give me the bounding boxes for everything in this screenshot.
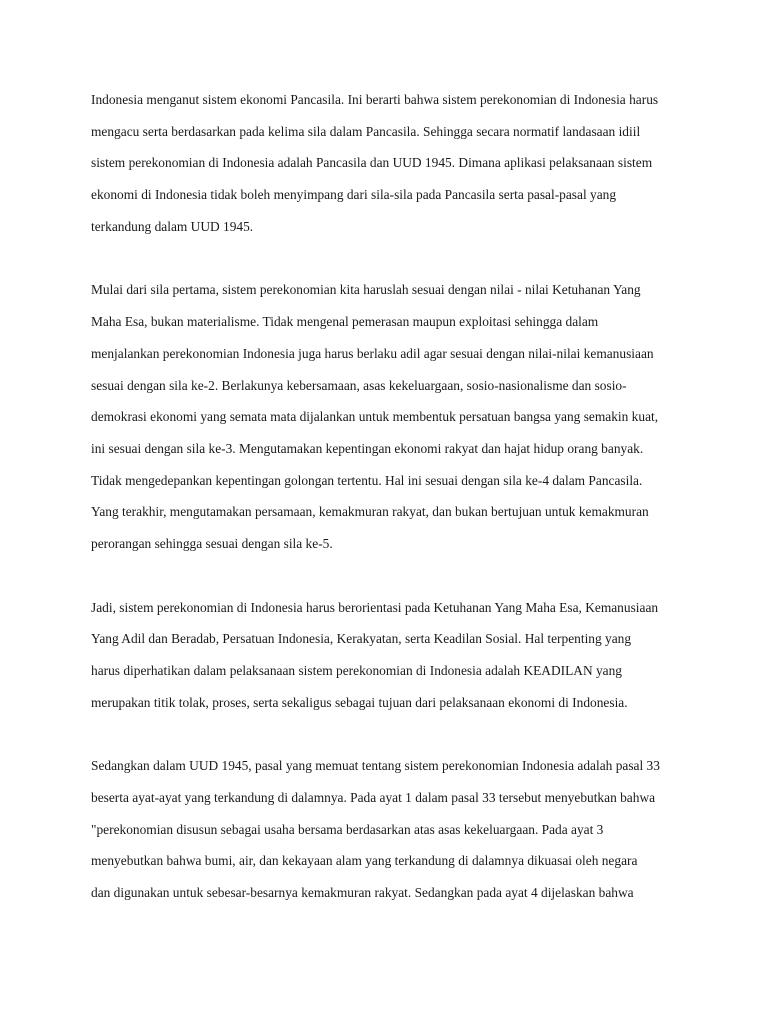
text-line: perorangan sehingga sesuai dengan sila ke-5. — [91, 535, 333, 551]
paragraph-1 — [91, 84, 691, 242]
text-line: menyebutkan bahwa bumi, air, dan kekayaan alam yang terkandung di dalamnya dikuasai oleh negara — [91, 853, 638, 869]
text-line: ini sesuai dengan sila ke-3. Mengutamakan kepentingan ekonomi rakyat dan hajat hidup orang banyak. — [91, 440, 644, 456]
text-line: dan digunakan untuk sebesar-besarnya kemakmuran rakyat. Sedangkan pada ayat 4 dijelaskan bahwa — [91, 885, 634, 901]
text-line: Yang terakhir, mengutamakan persamaan, kemakmuran rakyat, dan bukan bertujuan untuk kemakmuran — [91, 504, 649, 520]
document-body — [91, 84, 691, 941]
paragraph-2 — [91, 274, 691, 559]
text-line: ekonomi di Indonesia tidak boleh menyimpang dari sila-sila pada Pancasila serta pasal-pasal yang — [91, 187, 617, 203]
text-line: mengacu serta berdasarkan pada kelima sila dalam Pancasila. Sehingga secara normatif landasaan idiil — [91, 123, 641, 139]
text-line: terkandung dalam UUD 1945. — [91, 218, 254, 234]
text-line: Mulai dari sila pertama, sistem perekonomian kita haruslah sesuai dengan nilai - nilai Ketuhanan Yang — [91, 282, 641, 298]
text-line: sesuai dengan sila ke-2. Berlakunya kebersamaan, asas kekeluargaan, sosio-nasionalisme dan sosio- — [91, 377, 627, 393]
text-line: Yang Adil dan Beradab, Persatuan Indonesia, Kerakyatan, serta Keadilan Sosial. Hal terpenting yang — [91, 631, 632, 647]
text-line: harus diperhatikan dalam pelaksanaan sistem perekonomian di Indonesia adalah KEADILAN yang — [91, 663, 622, 678]
text-line: Tidak mengedepankan kepentingan golongan tertentu. Hal ini sesuai dengan sila ke-4 dalam Pancasila. — [91, 472, 643, 488]
text-line: sistem perekonomian di Indonesia adalah Pancasila dan UUD 1945. Dimana aplikasi pelaksanaan sistem — [91, 155, 653, 171]
text-line: merupakan titik tolak, proses, serta sekaligus sebagai tujuan dari pelaksanaan ekonomi di Indonesia. — [91, 694, 628, 710]
text-line: demokrasi ekonomi yang semata mata dijalankan untuk membentuk persatuan bangsa yang semakin kuat, — [91, 409, 659, 425]
paragraph-3 — [91, 592, 691, 719]
text-line: Maha Esa, bukan materialisme. Tidak mengenal pemerasan maupun exploitasi sehingga dalam — [91, 314, 599, 330]
text-line: Jadi, sistem perekonomian di Indonesia harus berorientasi pada Ketuhanan Yang Maha Esa, Kemanusiaan — [91, 599, 659, 615]
text-line: menjalankan perekonomian Indonesia juga harus berlaku adil agar sesuai dengan nilai-nilai kemanusiaan — [91, 345, 654, 361]
paragraph-4 — [91, 750, 691, 908]
text-line: Sedangkan dalam UUD 1945, pasal yang memuat tentang sistem perekonomian Indonesia adalah pasal 33 — [91, 758, 660, 774]
text-line: "perekonomian disusun sebagai usaha bersama berdasarkan atas asas kekeluargaan. Pada ayat 3 — [91, 821, 604, 837]
text-line: beserta ayat-ayat yang terkandung di dalamnya. Pada ayat 1 dalam pasal 33 tersebut menyebutkan bahwa — [91, 790, 656, 806]
text-line: Indonesia menganut sistem ekonomi Pancasila. Ini berarti bahwa sistem perekonomian di Indonesia harus — [91, 92, 659, 107]
